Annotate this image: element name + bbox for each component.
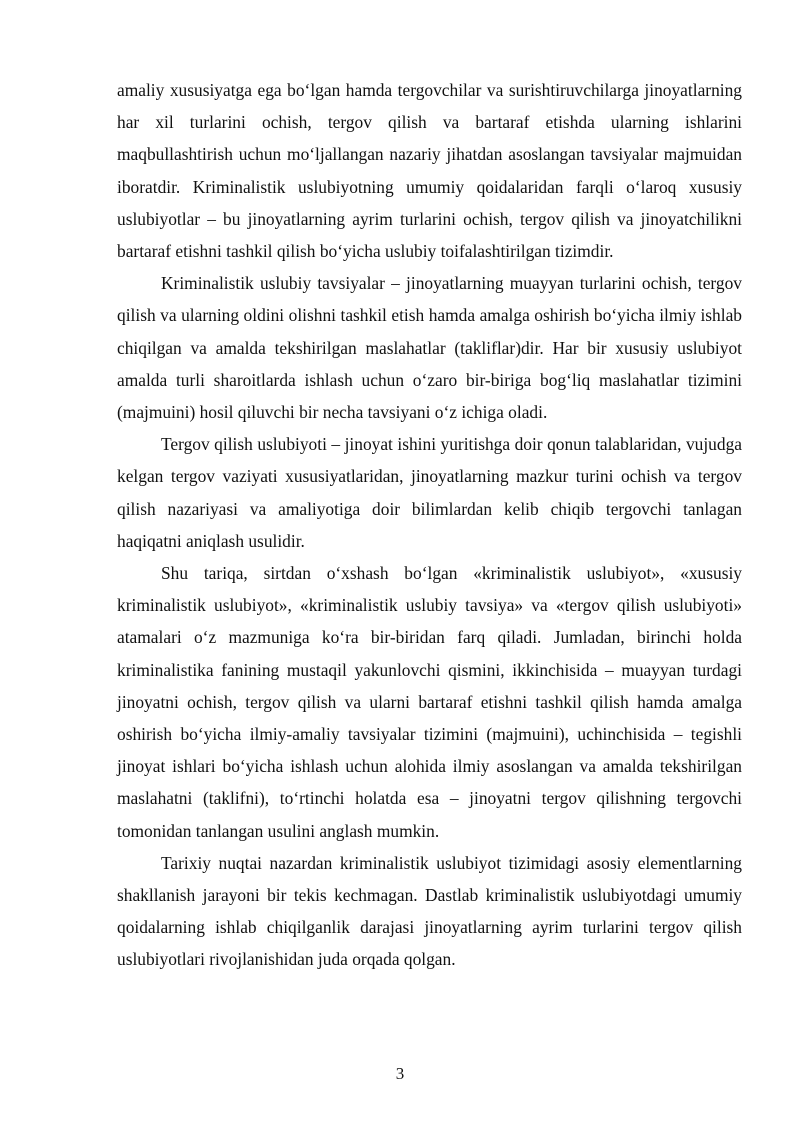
page-number: 3 xyxy=(395,1064,405,1083)
paragraph-atamalar-farqi: Shu tariqa, sirtdan o‘xshash bo‘lgan «kriminalistik uslubiyot», «xususiy kriminalistik uslubiyot», «kriminalistik uslubiy tavsiya» va «tergov qilish uslubiyoti» atamalari o‘z mazmuniga ko‘ra bir-biridan farq qiladi. Jumladan, birinchi holda kriminalistika fanining mustaqil yakunlovchi qismini, ikkinchisida – muayyan turdagi jinoyatni ochish, tergov qilish va ularni bartaraf etishni tashkil qilish hamda amalga oshirish bo‘yicha ilmiy-amaliy tavsiyalar tizimini (majmuini), uchinchisida – tegishli jinoyat ishlari bo‘yicha ishlash uchun alohida ilmiy asoslangan va amalda tekshirilgan maslahatni (taklifni), to‘rtinchi holatda esa – jinoyatni tergov qilishning tergovchi tomonidan tanlangan usulini anglash mumkin. xyxy=(117,563,742,841)
paragraph-continuation: amaliy xususiyatga ega bo‘lgan hamda tergovchilar va surishtiruvchilarga jinoyatlarning har xil turlarini ochish, tergov qilish va bartaraf etishda ularning ishlarini maqbullashtirish uchun mo‘ljallangan nazariy jihatdan asoslangan tavsiyalar majmuidan iboratdir. Kriminalistik uslubiyotning umumiy qoidalaridan farqli o‘laroq xususiy uslubiyotlar – bu jinoyatlarning ayrim turlarini ochish, tergov qilish va jinoyatchilikni bartaraf etishni tashkil qilish bo‘yicha uslubiy toifalashtirilgan tizimdir. xyxy=(117,80,742,262)
paragraph-tarixiy-nuqtai: Tarixiy nuqtai nazardan kriminalistik uslubiyot tizimidagi asosiy elementlarning shakllanish jarayoni bir tekis kechmagan. Dastlab kriminalistik uslubiyotdagi umumiy qoidalarning ishlab chiqilganlik darajasi jinoyatlarning ayrim turlarini tergov qilish uslubiyotlari rivojlanishidan juda orqada qolgan. xyxy=(117,852,742,970)
paragraph-tergov-uslubiyoti: Tergov qilish uslubiyoti – jinoyat ishini yuritishga doir qonun talablaridan, vujudga kelgan tergov vaziyati xususiyatlaridan, jinoyatlarning mazkur turini ochish va tergov qilish nazariyasi va amaliyotiga doir bilimlardan kelib chiqib tergovchi tanlagan haqiqatni aniqlash usulidir. xyxy=(117,434,742,551)
page-body xyxy=(117,74,742,976)
paragraph-uslubiy-tavsiyalar: Kriminalistik uslubiy tavsiyalar – jinoyatlarning muayyan turlarini ochish, tergov qilish va ularning oldini olishni tashkil etish hamda amalga oshirish bo‘yicha ilmiy ishlab chiqilgan va amalda tekshirilgan maslahatlar (takliflar)dir. Har bir xususiy uslubiyot amalda turli sharoitlarda ishlash uchun o‘zaro bir-biriga bog‘liq maslahatlar tizimini (majmuini) hosil qiluvchi bir necha tavsiyani o‘z ichiga oladi. xyxy=(117,273,742,423)
